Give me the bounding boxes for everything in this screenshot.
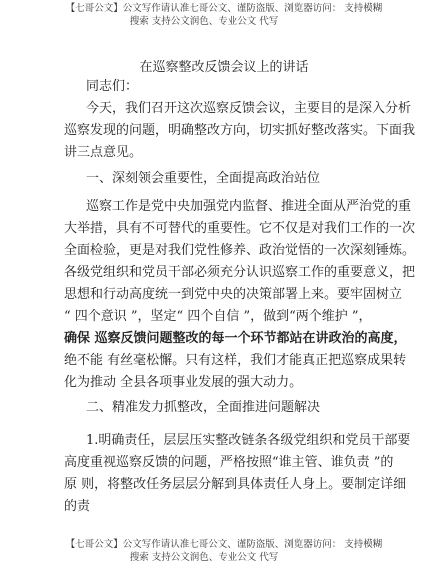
document-title: 在巡察整改反馈会议上的讲话 <box>139 60 309 75</box>
intro-line: 讲三点意见。 <box>64 145 143 160</box>
section1-heading-text: 一、深刻领会重要性，全面提高政治站位 <box>86 171 321 186</box>
header-banner-line2: 搜索 支持公文润色、专业公文 代写 <box>129 16 279 27</box>
intro-line: 今天，我们召开这次巡察反馈会议，主要目的是深入分析 <box>86 101 412 116</box>
section2-line: 高度重视巡察反馈的问题，严格按照“谁主管、谁负责 ”的 <box>64 455 394 470</box>
section1-line: 巡察工作是党中央加强党内监督、推进全面从严治党的重 <box>86 199 412 214</box>
section1-line: 化为推动 全县各项事业发展的强大动力。 <box>64 375 303 390</box>
footer-banner-line2: 搜索 支持公文润色、专业公文 代写 <box>129 552 279 563</box>
intro-line: 巡察发现的问题，明确整改方向，切实抓好整改落实。下面我 <box>64 123 416 138</box>
section1-line: 思想和行动高度统一到党中央的决策部署上来。要牢固树立 <box>64 287 403 302</box>
section1-heading <box>86 168 426 190</box>
section2-paragraph <box>64 430 411 518</box>
section2-heading-text: 二、精准发力抓整改，全面推进问题解决 <box>86 400 321 415</box>
section2-line: 原 则，将整改任务层层分解到具体责任人身上。要制定详细 <box>64 477 407 492</box>
salutation-text: 同志们： <box>86 79 139 94</box>
salutation <box>86 76 426 98</box>
header-banner-line1: 【七哥公文】公文写作请认准七哥公文、谨防盗版、浏览器访问： 支持模糊 <box>65 3 383 14</box>
section1-line: 各级党组织和党员干部必须充分认识巡察工作的重要意义，把 <box>64 265 416 280</box>
section1-line: 大举措，具有不可替代的重要性。它不仅是对我们工作的一次 <box>64 221 416 236</box>
header-banner <box>0 2 448 28</box>
section2-heading <box>86 397 426 419</box>
section1-line: “ 四个意识 ”，坚定“ 四个自信 ”，做到“两个维护 ”， <box>64 309 372 324</box>
footer-banner <box>0 538 448 564</box>
section1-line: 全面检验，更是对我们党性修养、政治觉悟的一次深刻锤炼。 <box>64 243 416 258</box>
footer-banner-line1: 【七哥公文】公文写作请认准七哥公文、谨防盗版、浏览器访问： 支持模糊 <box>65 539 383 550</box>
section1-paragraph <box>64 196 416 394</box>
section2-line: 1.明确责任，层层压实整改链条各级党组织和党员干部要 <box>86 433 411 448</box>
section1-line: 绝不能 有丝毫松懈。只有这样，我们才能真正把巡察成果转 <box>64 353 407 368</box>
intro-paragraph <box>64 98 416 164</box>
section1-line: 确保 巡察反馈问题整改的每一个环节都站在讲政治的高度， <box>64 331 407 346</box>
section2-line: 的责 <box>64 499 91 514</box>
